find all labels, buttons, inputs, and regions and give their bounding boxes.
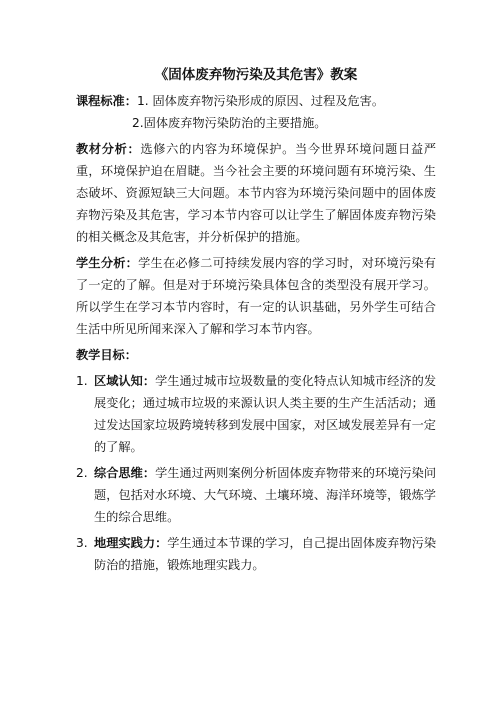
- textbook-analysis-text: 选修六的内容为环境保护。当今世界环境问题日益严重，环境保护迫在眉睫。当今社会主要的环境问题有环境污染、生态破坏、资源短缺三大问题。本节内容为环境污染问题中的固体废弃物污染及其危害，学习本节内容可以让学生了解固体废弃物污染的相关概念及其危害，并分析保护的措施。: [76, 142, 437, 244]
- goal-item: [76, 370, 436, 458]
- course-standard-label: 课程标准：: [76, 94, 137, 108]
- goal-term: 地理实践力：: [94, 536, 168, 550]
- course-standard-item-1: 1. 固体废弃物污染形成的原因、过程及危害。: [136, 94, 385, 108]
- goal-term: 综合思维：: [94, 466, 156, 480]
- document-title: 《固体废弃物污染及其危害》教案: [154, 67, 358, 83]
- textbook-analysis-paragraph: [76, 138, 436, 248]
- goal-text: 学生通过本节课的学习，自己提出固体废弃物污染防治的措施，锻炼地理实践力。: [94, 536, 437, 572]
- teaching-goals-heading: 教学目标：: [76, 348, 137, 362]
- course-standard-section: [76, 90, 436, 112]
- goal-term: 区域认知：: [94, 374, 156, 388]
- goal-number: 3.: [76, 536, 88, 550]
- goal-text: 学生通过两则案例分析固体废弃物带来的环境污染问题，包括对水环境、大气环境、土壤环境、海洋环境等，锻炼学生的综合思维。: [94, 466, 437, 524]
- goal-item: [76, 462, 436, 528]
- student-analysis-paragraph: [76, 252, 436, 340]
- goal-text: 学生通过城市垃圾数量的变化特点认知城市经济的发展变化；通过城市垃圾的来源认识人类主要的生产生活活动；通过发达国家垃圾跨境转移到发展中国家，对区域发展差异有一定的了解。: [94, 374, 437, 454]
- teaching-goals-list: [76, 370, 436, 576]
- student-analysis-text: 学生在必修二可持续发展内容的学习时，对环境污染有了一定的了解。但是对于环境污染具体包含的类型没有展开学习。所以学生在学习本节内容时，有一定的认识基础，另外学生可结合生活中所见所闻来深入了解和学习本节内容。: [76, 256, 436, 336]
- student-analysis-label: 学生分析：: [76, 256, 139, 270]
- textbook-analysis-label: 教材分析：: [76, 142, 141, 156]
- goal-number: 1.: [76, 374, 88, 388]
- goal-item: [76, 532, 436, 576]
- course-standard-item-2: 2.固体废弃物污染防治的主要措施。: [132, 116, 327, 130]
- goal-number: 2.: [76, 466, 88, 480]
